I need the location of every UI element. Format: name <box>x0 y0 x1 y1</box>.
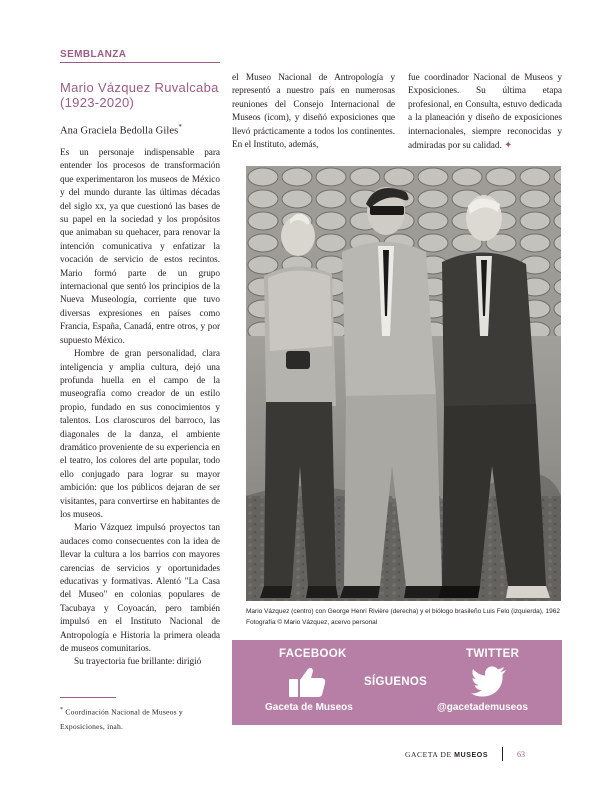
text-column-3 <box>408 72 562 153</box>
text-column-1 <box>60 147 220 670</box>
article-title <box>60 80 230 110</box>
paragraph: Su trayectoria fue brillante: dirigió <box>74 657 202 668</box>
paragraph: Es un personaje indispensable para entender los procesos de transformación que experimentaron los museos de México y del mundo durante las últimas décadas del siglo xx, ya que cuestionó las bases de su papel en la sociedad y los propósitos que animaban su quehacer, para renovar la intención comunicativa y enfatizar la vocación de servicio de estos recintos. Mario formó parte de un grupo internacional que sentó los principios de la Nueva Museología, corriente que tuvo diversas expresiones en países como Francia, España, Canadá, entre otros, y por supuesto México. <box>60 148 220 346</box>
twitter-bird-icon[interactable] <box>471 665 507 697</box>
page-number: 63 <box>517 750 525 759</box>
paragraph: el Museo Nacional de Antropología y representó a nuestro país en numerosas reuniones del Consejo Internacional de Museos (icom), y diseñó exposiciones que llevó prácticamente a todos los continentes. En el Instituto, además, <box>232 73 395 151</box>
paragraph: Hombre de gran personalidad, clara inteligencia y amplia cultura, dejó una profunda huella en el campo de la museografía como creador de un estilo propio, fundado en sus conocimientos y talentos. Los claroscuros del barroco, las diagonales de la danza, el ambiente dramático proveniente de su experiencia en el teatro, los colores del arte popular, todo ello conjugado para lograr su mayor ambición: que los públicos dejaran de ser visitantes, para convertirse en habitantes de los museos. <box>60 349 220 520</box>
twitter-title: TWITTER <box>466 648 520 660</box>
footnote-text: Coordinación Nacional de Museos y Exposiciones, inah. <box>60 707 183 731</box>
thumbs-up-icon[interactable] <box>287 665 327 699</box>
section-label: SEMBLANZA <box>60 49 127 60</box>
footnote: * Coordinación Nacional de Museos y Exposiciones, inah. <box>60 707 183 731</box>
facebook-handle-link[interactable]: Gaceta de Museos <box>265 702 353 713</box>
end-of-article-icon: ✦ <box>504 140 513 152</box>
paragraph: Mario Vázquez impulsó proyectos tan audaces como consecuentes con la idea de llevar la cultura a los barrios con mayores carencias de servicios y oportunidades educativas y formativas. Alentó "La Casa del Museo" en colonias populares de Tacubaya y Coyoacán, pero también impulsó en el Instituto Nacional de Antropología e Historia la primera oleada de museos comunitarios. <box>60 523 220 655</box>
author-byline <box>60 123 182 137</box>
title-dates: (1923-2020) <box>60 95 135 110</box>
footnote-divider <box>60 697 116 698</box>
historical-photo <box>246 166 561 601</box>
caption-credit: Fotografía © Mario Vázquez, acervo personal <box>246 619 378 626</box>
social-banner <box>232 640 562 725</box>
twitter-handle-link[interactable]: @gacetademuseos <box>437 702 528 713</box>
caption-description: Mario Vázquez (centro) con George Henri Rivière (derecha) y el biólogo brasileño Luis Felo (izquierda), 1962 <box>246 608 560 615</box>
author-footnote-mark: * <box>178 123 182 131</box>
follow-us-label: SÍGUENOS <box>364 676 428 688</box>
title-name: Mario Vázquez Ruvalcaba <box>60 80 219 95</box>
text-column-2 <box>232 72 395 152</box>
section-divider <box>60 62 220 63</box>
footer-publication: GACETA DE MUSEOS <box>405 750 489 759</box>
footer-divider <box>502 747 503 761</box>
photo-caption <box>246 606 562 628</box>
facebook-title: FACEBOOK <box>279 648 347 660</box>
paragraph: fue coordinador Nacional de Museos y Exposiciones. Su última etapa profesional, en Consulta, estuvo dedicada a la planeación y diseño de exposiciones internacionales, siempre reconocidas y admiradas por su calidad. ✦ <box>408 73 562 152</box>
author-name: Ana Graciela Bedolla Giles <box>60 125 179 137</box>
